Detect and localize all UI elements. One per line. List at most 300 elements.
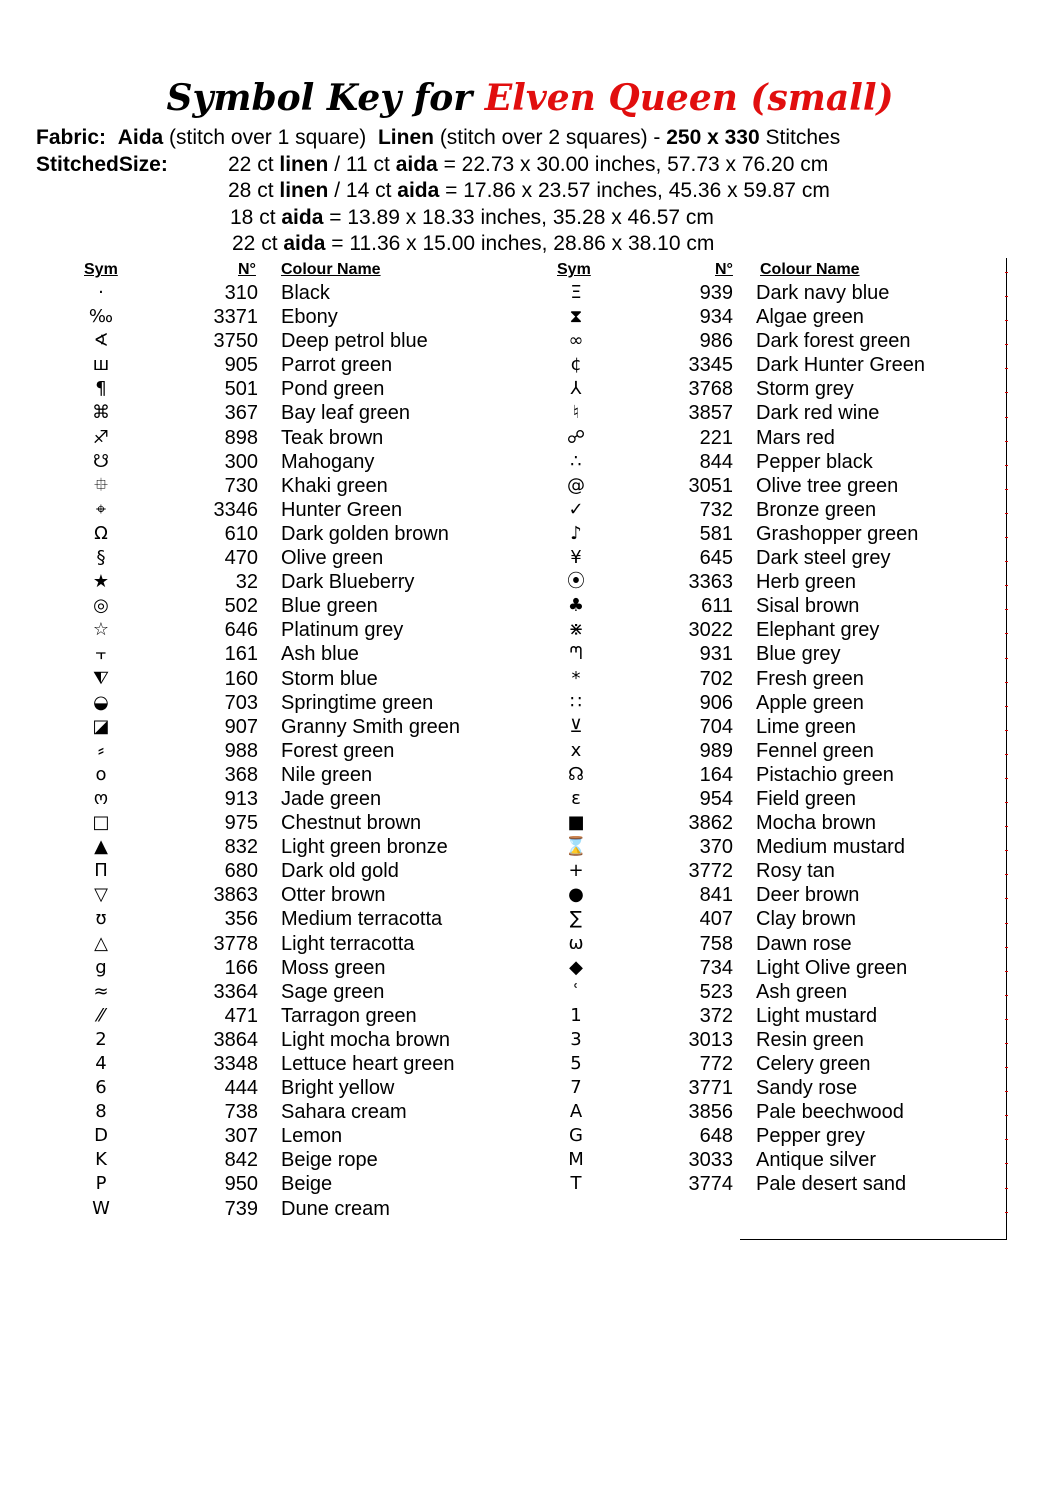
symbol: ∞ xyxy=(568,330,584,352)
colour-name: Lime green xyxy=(756,715,857,738)
size-text: 22 ct xyxy=(232,232,284,255)
red-tick xyxy=(1005,513,1008,514)
thread-number: 732 xyxy=(699,498,733,521)
thread-number: 368 xyxy=(224,763,258,786)
symbol-key-row xyxy=(81,1197,551,1221)
symbol: ¥ xyxy=(570,547,582,569)
thread-number: 3778 xyxy=(213,932,258,955)
symbol-key-row xyxy=(81,546,551,570)
symbol-key-row xyxy=(556,377,1026,401)
symbol: ∷ xyxy=(570,691,582,713)
red-tick xyxy=(1005,368,1008,369)
symbol: ◆ xyxy=(569,956,583,978)
size-text: = 17.86 x 23.57 inches, 45.36 x 59.87 cm xyxy=(439,179,830,202)
header-number: N° xyxy=(238,261,256,278)
size-fabric: aida xyxy=(395,153,438,176)
colour-name: Sisal brown xyxy=(756,595,860,618)
symbol-key-row xyxy=(81,859,551,883)
thread-number: 166 xyxy=(224,956,258,979)
red-tick xyxy=(1005,320,1008,321)
symbol: 8 xyxy=(95,1101,107,1123)
symbol-key-row xyxy=(556,642,1026,666)
symbol: ◒ xyxy=(93,691,109,713)
fabric-linen-note: (stitch over 2 squares) - xyxy=(439,126,661,149)
symbol: ⦿ xyxy=(567,571,585,593)
thread-number: 356 xyxy=(224,908,258,931)
symbol-key-row xyxy=(556,1100,1026,1124)
colour-name: Medium mustard xyxy=(756,836,905,859)
size-text: / 14 ct xyxy=(328,179,398,202)
colour-name: Olive green xyxy=(281,547,384,570)
colour-name: Light terracotta xyxy=(281,932,415,955)
red-tick xyxy=(1005,754,1008,755)
symbol-key-row xyxy=(81,691,551,715)
colour-name: Deep petrol blue xyxy=(281,330,428,353)
symbol: ∴ xyxy=(570,450,582,472)
symbol: * xyxy=(571,667,581,689)
symbol-key-row xyxy=(556,401,1026,425)
symbol: ¶ xyxy=(95,378,107,400)
symbol-key-row xyxy=(556,932,1026,956)
symbol-key-row xyxy=(556,1004,1026,1028)
colour-name: Ash green xyxy=(756,980,848,1003)
symbol-key-row xyxy=(556,522,1026,546)
colour-name: Herb green xyxy=(756,571,857,594)
symbol: ☊ xyxy=(568,763,584,785)
symbol: ☋ xyxy=(93,450,109,472)
colour-name: Granny Smith green xyxy=(281,715,460,738)
red-tick xyxy=(1005,658,1008,659)
symbol-key-row xyxy=(81,594,551,618)
thread-number: 3750 xyxy=(213,330,258,353)
red-tick xyxy=(1005,1188,1008,1189)
symbol: A xyxy=(569,1101,583,1123)
colour-name: Ebony xyxy=(281,306,338,329)
symbol: ⁄⁄ xyxy=(97,1004,104,1026)
red-tick xyxy=(1005,1163,1008,1164)
colour-name: Pepper grey xyxy=(756,1125,865,1148)
colour-name: Dark old gold xyxy=(281,860,399,883)
colour-name: Lettuce heart green xyxy=(281,1053,455,1075)
symbol: ¢ xyxy=(570,354,582,376)
symbol: ⋇ xyxy=(568,619,584,641)
colour-name: Dark Hunter Green xyxy=(756,354,925,377)
header-colour-name: Colour Name xyxy=(760,261,860,278)
stitch-count: 250 x 330 xyxy=(666,126,760,149)
symbol: ✓ xyxy=(568,498,584,520)
symbol-key-row xyxy=(81,353,551,377)
red-tick xyxy=(1005,1212,1008,1213)
red-tick xyxy=(1005,730,1008,731)
symbol: ∑ xyxy=(569,908,583,930)
colour-name: Pale desert sand xyxy=(756,1173,907,1196)
symbol-key-row xyxy=(556,715,1026,739)
thread-number: 3857 xyxy=(688,402,733,425)
symbol-key-row xyxy=(81,329,551,353)
colour-name: Fennel green xyxy=(756,739,874,762)
red-tick xyxy=(1005,392,1008,393)
thread-number: 844 xyxy=(699,450,733,473)
colour-name: Bright yellow xyxy=(281,1077,395,1100)
colour-name: Storm grey xyxy=(756,378,854,401)
thread-number: 702 xyxy=(699,667,733,690)
colour-name: Forest green xyxy=(281,739,395,762)
symbol-key-row xyxy=(81,401,551,425)
symbol-key-row xyxy=(81,715,551,739)
symbol-key-row xyxy=(556,450,1026,474)
symbol-key-row xyxy=(81,1172,551,1196)
colour-name: Chestnut brown xyxy=(281,812,422,835)
symbol: 3 xyxy=(570,1028,582,1050)
red-tick xyxy=(1005,1043,1008,1044)
symbol: g xyxy=(95,956,107,978)
symbol: K xyxy=(95,1149,107,1171)
symbol-key-row xyxy=(556,883,1026,907)
symbol: ш xyxy=(92,354,110,376)
thread-number: 367 xyxy=(224,402,258,425)
symbol-key-row xyxy=(81,618,551,642)
symbol-key-row xyxy=(81,667,551,691)
symbol: § xyxy=(96,547,106,569)
header-sym: Sym xyxy=(557,261,591,278)
symbol-key-row xyxy=(81,1028,551,1052)
symbol: ☍ xyxy=(566,426,586,448)
colour-name: Field green xyxy=(756,787,857,810)
thread-number: 832 xyxy=(224,836,258,859)
colour-name: Khaki green xyxy=(281,474,388,497)
stitched-size-line xyxy=(228,152,828,178)
red-tick xyxy=(1005,778,1008,779)
colour-name: Dark steel grey xyxy=(756,547,891,570)
thread-number: 407 xyxy=(699,908,733,931)
symbol: ᘉ xyxy=(569,643,583,665)
thread-number: 954 xyxy=(699,787,733,810)
red-tick xyxy=(1005,1139,1008,1140)
symbol-key-row xyxy=(556,329,1026,353)
colour-name: Otter brown xyxy=(281,884,386,907)
symbol: ★ xyxy=(92,571,110,593)
symbol: ⫟ xyxy=(95,643,107,665)
symbol: P xyxy=(95,1173,107,1195)
symbol-key-row xyxy=(556,281,1026,305)
symbol-key-row xyxy=(556,811,1026,835)
stitched-size-label-line xyxy=(36,152,168,178)
size-fabric: aida xyxy=(281,206,324,229)
page-title xyxy=(0,72,1060,124)
symbol-key-row xyxy=(81,281,551,305)
symbol-key-row xyxy=(556,667,1026,691)
colour-name: Dark forest green xyxy=(756,330,911,353)
red-tick xyxy=(1005,1091,1008,1092)
colour-name: Blue grey xyxy=(756,643,841,666)
symbol-key-row xyxy=(81,811,551,835)
symbol: ω xyxy=(568,932,584,954)
colour-name: Clay brown xyxy=(756,908,857,931)
symbol: ⧨ xyxy=(92,667,110,689)
symbol-key-row xyxy=(556,1124,1026,1148)
symbol: ⊻ xyxy=(569,715,583,737)
thread-number: 3864 xyxy=(213,1028,258,1051)
fabric-line xyxy=(36,125,840,151)
symbol-key-row xyxy=(81,956,551,980)
thread-number: 501 xyxy=(224,378,258,401)
thread-number: 738 xyxy=(224,1101,258,1124)
bottom-border-line xyxy=(740,1239,1007,1240)
symbol: ▽ xyxy=(94,884,108,906)
symbol-key-row xyxy=(556,474,1026,498)
symbol-key-row xyxy=(556,739,1026,763)
thread-number: 646 xyxy=(224,619,258,642)
symbol: 5 xyxy=(570,1053,582,1074)
symbol-key-row xyxy=(556,859,1026,883)
fabric-label: Fabric: xyxy=(36,126,107,149)
symbol: ♮ xyxy=(572,402,580,424)
symbol-key-row xyxy=(81,522,551,546)
thread-number: 161 xyxy=(224,643,258,666)
symbol: M xyxy=(568,1149,584,1171)
red-tick-marks xyxy=(1005,272,1008,1222)
thread-number: 3774 xyxy=(688,1173,733,1196)
size-fabric: aida xyxy=(397,179,440,202)
symbol-key-row xyxy=(556,787,1026,811)
symbol: ☆ xyxy=(92,619,110,641)
thread-number: 680 xyxy=(224,860,258,883)
thread-number: 3363 xyxy=(688,571,733,594)
thread-number: 648 xyxy=(699,1125,733,1148)
header-colour-name: Colour Name xyxy=(281,261,381,278)
symbol-key-row xyxy=(81,1052,551,1076)
red-tick xyxy=(1005,609,1008,610)
red-tick xyxy=(1005,874,1008,875)
thread-number: 931 xyxy=(699,643,733,666)
red-tick xyxy=(1005,923,1008,924)
colour-name: Mars red xyxy=(756,426,835,449)
symbol-key-row xyxy=(556,835,1026,859)
colour-name: Black xyxy=(281,282,330,304)
colour-name: Light green bronze xyxy=(281,836,448,859)
thread-number: 3768 xyxy=(688,378,733,401)
thread-number: 160 xyxy=(224,667,258,690)
symbol-key-row xyxy=(81,1148,551,1172)
red-tick xyxy=(1005,1067,1008,1068)
symbol-key-row xyxy=(81,1100,551,1124)
symbol-key-row xyxy=(556,907,1026,931)
symbol-key-row xyxy=(556,426,1026,450)
symbol: ε xyxy=(571,787,581,809)
symbol-key-row xyxy=(81,474,551,498)
thread-number: 939 xyxy=(699,282,733,304)
symbol-key-row xyxy=(556,956,1026,980)
symbol-key-row xyxy=(556,618,1026,642)
red-tick xyxy=(1005,537,1008,538)
thread-number: 934 xyxy=(699,306,733,329)
symbol: Ω xyxy=(94,522,108,544)
symbol-key-row xyxy=(81,980,551,1004)
colour-name: Medium terracotta xyxy=(281,908,443,931)
thread-number: 906 xyxy=(699,691,733,714)
thread-number: 730 xyxy=(224,474,258,497)
symbol: ▲ xyxy=(94,836,108,858)
fabric-aida-note: (stitch over 1 square) xyxy=(169,126,367,149)
colour-name: Springtime green xyxy=(281,691,434,714)
colour-name: Platinum grey xyxy=(281,619,404,642)
thread-number: 975 xyxy=(224,812,258,835)
symbol: ♐ xyxy=(92,426,110,448)
thread-number: 3856 xyxy=(688,1101,733,1124)
symbol: 2 xyxy=(95,1028,107,1050)
colour-name: Elephant grey xyxy=(756,619,880,642)
symbol-key-row xyxy=(556,498,1026,522)
stitched-size-line xyxy=(228,178,830,204)
red-tick xyxy=(1005,344,1008,345)
symbol: ⸗ xyxy=(98,739,104,761)
thread-number: 221 xyxy=(699,426,733,449)
symbol-key-row xyxy=(556,546,1026,570)
colour-name: Pepper black xyxy=(756,450,873,473)
symbol: ʿ xyxy=(573,980,579,1002)
colour-name: Grashopper green xyxy=(756,522,919,545)
thread-number: 907 xyxy=(224,715,258,738)
colour-name: Mahogany xyxy=(281,450,375,473)
red-tick xyxy=(1005,561,1008,562)
colour-name: Pistachio green xyxy=(756,763,894,786)
size-text: = 13.89 x 18.33 inches, 35.28 x 46.57 cm xyxy=(323,206,714,229)
thread-number: 32 xyxy=(235,571,258,594)
thread-number: 3771 xyxy=(688,1077,733,1100)
symbol: W xyxy=(92,1197,110,1219)
symbol-key-row xyxy=(81,426,551,450)
colour-name: Storm blue xyxy=(281,667,378,690)
red-tick xyxy=(1005,633,1008,634)
red-tick xyxy=(1005,585,1008,586)
colour-name: Bronze green xyxy=(756,498,877,521)
symbol: 7 xyxy=(570,1077,582,1099)
symbol-key-row xyxy=(81,883,551,907)
fabric-linen: Linen xyxy=(377,126,434,149)
thread-number: 988 xyxy=(224,739,258,762)
thread-number: 3863 xyxy=(213,884,258,907)
symbol-key-row xyxy=(81,1076,551,1100)
thread-number: 950 xyxy=(224,1173,258,1196)
thread-number: 372 xyxy=(699,1004,733,1027)
thread-number: 300 xyxy=(224,450,258,473)
colour-name: Algae green xyxy=(756,306,864,329)
colour-name: Ash blue xyxy=(281,643,359,666)
symbol-key-row xyxy=(556,1052,1026,1076)
colour-name: Sahara cream xyxy=(281,1101,407,1124)
colour-name: Beige xyxy=(281,1173,333,1196)
thread-number: 739 xyxy=(224,1197,258,1220)
symbol-key-row xyxy=(556,353,1026,377)
thread-number: 3371 xyxy=(213,306,258,329)
left-symbol-column xyxy=(81,281,551,1221)
red-tick xyxy=(1005,995,1008,996)
symbol: ◎ xyxy=(93,595,109,617)
symbol-key-row xyxy=(81,1004,551,1028)
size-text: = 11.36 x 15.00 inches, 28.86 x 38.10 cm xyxy=(325,232,715,255)
size-text: 22 ct xyxy=(228,153,280,176)
colour-name: Sandy rose xyxy=(756,1077,858,1100)
thread-number: 310 xyxy=(224,282,258,304)
symbol-key-row xyxy=(81,498,551,522)
colour-name: Fresh green xyxy=(756,667,864,690)
red-tick xyxy=(1005,272,1008,273)
symbol-key-row xyxy=(81,787,551,811)
thread-number: 3013 xyxy=(688,1028,733,1051)
colour-name: Mocha brown xyxy=(756,812,877,835)
symbol-key-row xyxy=(81,835,551,859)
colour-name: Dark navy blue xyxy=(756,282,890,304)
header-number: N° xyxy=(715,261,733,278)
title-pattern-name: Elven Queen (small) xyxy=(484,77,894,119)
thread-number: 772 xyxy=(699,1053,733,1075)
thread-number: 370 xyxy=(699,836,733,859)
colour-name: Pale beechwood xyxy=(756,1101,904,1124)
stitched-size-label: StitchedSize: xyxy=(36,153,168,176)
stitched-size-line xyxy=(230,205,714,231)
colour-name: Light Olive green xyxy=(756,956,908,979)
symbol-key-row xyxy=(81,377,551,401)
red-tick xyxy=(1005,971,1008,972)
colour-name: Dark golden brown xyxy=(281,522,449,545)
symbol: ⅄ xyxy=(570,378,582,400)
colour-name: Dark red wine xyxy=(756,402,880,425)
symbol: D xyxy=(94,1125,108,1147)
fabric-aida: Aida xyxy=(117,126,164,149)
size-text: / 11 ct xyxy=(328,153,396,176)
symbol: ◪ xyxy=(92,715,110,737)
red-tick xyxy=(1005,489,1008,490)
symbol-key-row xyxy=(556,305,1026,329)
symbol: 1 xyxy=(570,1004,582,1026)
colour-name: Parrot green xyxy=(281,354,393,377)
symbol: ♣ xyxy=(567,595,585,617)
red-tick xyxy=(1005,682,1008,683)
colour-name: Celery green xyxy=(756,1053,871,1075)
colour-name: Olive tree green xyxy=(756,474,899,497)
colour-name: Tarragon green xyxy=(281,1004,417,1027)
red-tick xyxy=(1005,898,1008,899)
symbol: G xyxy=(569,1125,583,1147)
thread-number: 986 xyxy=(699,330,733,353)
symbol: + xyxy=(568,860,584,882)
symbol-key-row xyxy=(81,739,551,763)
colour-name: Pond green xyxy=(281,378,385,401)
thread-number: 3022 xyxy=(688,619,733,642)
colour-name: Bay leaf green xyxy=(281,402,410,425)
size-text: 28 ct xyxy=(228,179,280,202)
red-tick xyxy=(1005,850,1008,851)
red-tick xyxy=(1005,947,1008,948)
symbol-key-row xyxy=(556,1076,1026,1100)
red-tick xyxy=(1005,296,1008,297)
title-prefix: Symbol Key for xyxy=(166,77,473,119)
colour-name: Dawn rose xyxy=(756,932,852,955)
red-tick xyxy=(1005,826,1008,827)
colour-name: Dark Blueberry xyxy=(281,571,415,594)
symbol: ⯐ xyxy=(94,474,108,496)
symbol-key-row xyxy=(81,932,551,956)
thread-number: 471 xyxy=(224,1004,258,1027)
thread-number: 610 xyxy=(224,522,258,545)
symbol: @ xyxy=(567,474,585,496)
thread-number: 841 xyxy=(699,884,733,907)
thread-number: 645 xyxy=(699,547,733,570)
thread-number: 523 xyxy=(699,980,733,1003)
symbol: 6 xyxy=(95,1077,107,1099)
red-tick xyxy=(1005,1019,1008,1020)
symbol: ∢ xyxy=(93,330,109,352)
